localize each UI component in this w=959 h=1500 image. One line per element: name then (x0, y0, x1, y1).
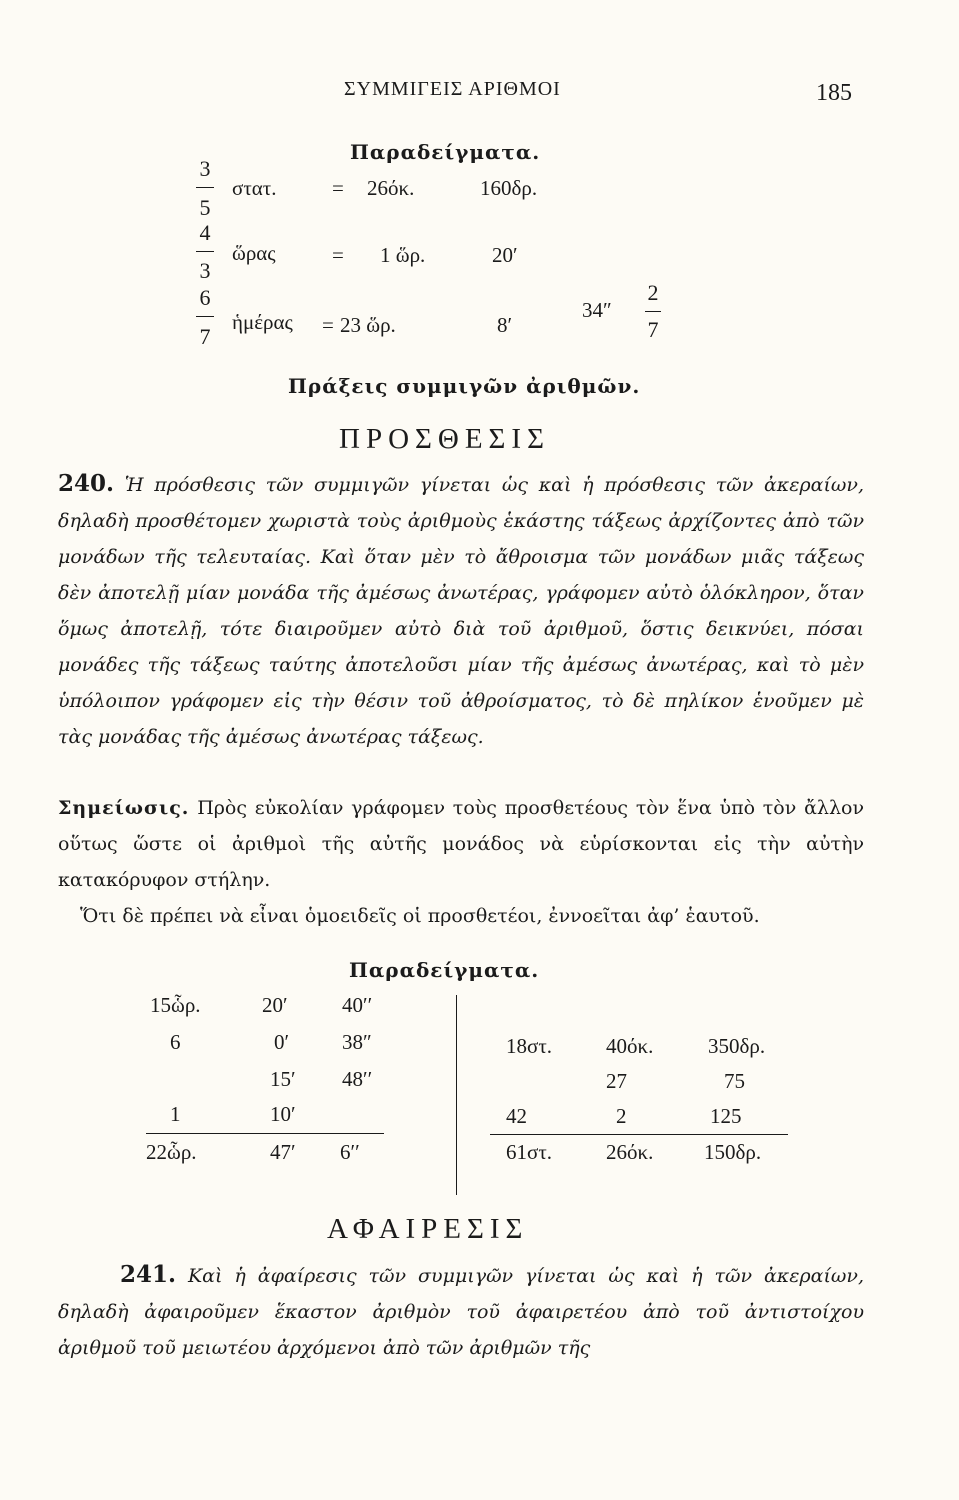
table-cell: 75 (724, 1069, 745, 1093)
equals-sign: = (322, 313, 334, 337)
table-cell: 15′ (270, 1067, 296, 1091)
operations-heading: Πράξεις συμμιγῶν ἀριθμῶν. (288, 374, 641, 398)
table-cell: 350δρ. (708, 1034, 766, 1058)
table-total-cell: 26όκ. (606, 1140, 654, 1164)
paragraph-number: 240. (58, 470, 115, 497)
table-cell: 125 (710, 1104, 742, 1128)
fraction-denominator: 5 (199, 195, 211, 220)
table-total-cell: 61στ. (506, 1140, 553, 1164)
paragraph-text: Ἡ πρόσθεσις τῶν συμμιγῶν γίνεται ὡς καὶ ἡ πρόσθεσις τῶν ἀκεραίων, δηλαδὴ προσθέτομεν χωριστὰ τοὺς ἀριθμοὺς ἑκάστης τάξεως ἀρχίζοντες ἀπὸ τῶν μονάδων τῆς τελευταίας. Καὶ ὅταν μὲν τὸ ἄθροισμα τῶν μονάδων μιᾶς τάξεως δὲν ἀποτελῇ μίαν μονάδα τῆς ἀμέσως ἀνωτέρας, γράφομεν αὐτὸ ὁλόκληρον, ὅταν ὅμως ἀποτελῇ, τότε διαιροῦμεν αὐτὸ διὰ τοῦ ἀριθμοῦ, ὅστις δεικνύει, πόσαι μονάδες τῆς τάξεως ταύτης ἀποτελοῦσι μίαν τῆς ἀμέσως ἀνωτέρας, καὶ τὸ μὲν ὑπόλοιπον γράφομεν εἰς τὴν θέσιν τοῦ ἀθροίσματος, τὸ δὲ πηλίκον ἑνοῦμεν μὲ τὰς μονάδας τῆς ἀμέσως ἀνωτέρας τάξεως. (58, 474, 864, 748)
paragraph-240 (58, 466, 864, 755)
value-2: 20′ (492, 243, 518, 267)
table-cell: 27 (606, 1069, 627, 1093)
value-2: 8′ (497, 313, 513, 337)
fraction-denominator: 7 (199, 324, 211, 349)
page-number: 185 (816, 80, 852, 106)
table-total-cell: 150δρ. (704, 1140, 762, 1164)
running-header: ΣΥΜΜΙΓΕΙΣ ΑΡΙΘΜΟΙ (344, 78, 561, 100)
table-cell: 15ὧρ. (150, 993, 201, 1017)
table-cell: 1 (170, 1102, 181, 1126)
examples-heading: Παραδείγματα. (350, 140, 541, 164)
table-cell: 40′′ (342, 993, 373, 1017)
section-title-addition: ΠΡΟΣΘΕΣΙΣ (339, 423, 550, 455)
table-cell: 2 (616, 1104, 627, 1128)
paragraph-text: Καὶ ἡ ἀφαίρεσις τῶν συμμιγῶν γίνεται ὡς καὶ ἡ τῶν ἀκεραίων, δηλαδὴ ἀφαιροῦμεν ἕκαστον ἀριθμὸν τοῦ ἀφαιρετέου ἀπὸ τοῦ ἀντιστοίχου ἀριθμοῦ τοῦ μειωτέου ἀρχόμενοι ἀπὸ τῶν ἀριθμῶν τῆς (58, 1265, 864, 1359)
table-cell: 40όκ. (606, 1034, 654, 1058)
value-3: 34″ (582, 298, 612, 322)
table-cell: 10′ (270, 1102, 296, 1126)
unit-label: στατ. (232, 176, 277, 200)
table-cell: 42 (506, 1104, 527, 1128)
table-cell: 20′ (262, 993, 288, 1017)
fraction-denominator: 7 (647, 317, 659, 342)
section-title-subtraction: ΑΦΑΙΡΕΣΙΣ (327, 1213, 529, 1245)
table-cell: 38″ (342, 1030, 372, 1054)
value-1: 1 ὥρ. (380, 243, 426, 267)
table-cell: 48′′ (342, 1067, 373, 1091)
unit-label: ἡμέρας (232, 310, 293, 334)
equals-sign: = (332, 176, 344, 200)
table-divider (456, 995, 457, 1195)
note (58, 790, 864, 898)
table-cell: 0′ (274, 1030, 290, 1054)
table-total-cell: 6′′ (340, 1140, 360, 1164)
equals-sign: = (332, 243, 344, 267)
examples-heading-2: Παραδείγματα. (349, 958, 540, 982)
fraction-numerator: 3 (199, 156, 211, 181)
value-1: 23 ὥρ. (340, 313, 396, 337)
fraction-denominator: 3 (199, 258, 211, 283)
table-total-cell: 47′ (270, 1140, 296, 1164)
table-cell: 18στ. (506, 1034, 553, 1058)
table-total-cell: 22ὧρ. (146, 1140, 197, 1164)
note-2: Ὅτι δὲ πρέπει νὰ εἶναι ὁμοειδεῖς οἱ προσθετέοι, ἐννοεῖται ἀφ’ ἑαυτοῦ. (80, 905, 760, 927)
fraction-numerator: 6 (199, 285, 211, 310)
fraction-numerator: 4 (199, 220, 211, 245)
value-2: 160δρ. (480, 176, 538, 200)
unit-label: ὥρας (232, 241, 276, 265)
table-cell: 6 (170, 1030, 181, 1054)
paragraph-241 (58, 1257, 864, 1366)
paragraph-number: 241. (120, 1261, 177, 1288)
note-text: Πρὸς εὐκολίαν γράφομεν τοὺς προσθετέους τὸν ἕνα ὑπὸ τὸν ἄλλον οὕτως ὥστε οἱ ἀριθμοὶ τῆς αὐτῆς μονάδος νὰ εὑρίσκονται εἰς τὴν αὐτὴν κατακόρυφον στήλην. (58, 797, 864, 891)
value-1: 26όκ. (367, 176, 415, 200)
note-label: Σημείωσις. (58, 797, 190, 819)
fraction-numerator: 2 (647, 280, 659, 305)
